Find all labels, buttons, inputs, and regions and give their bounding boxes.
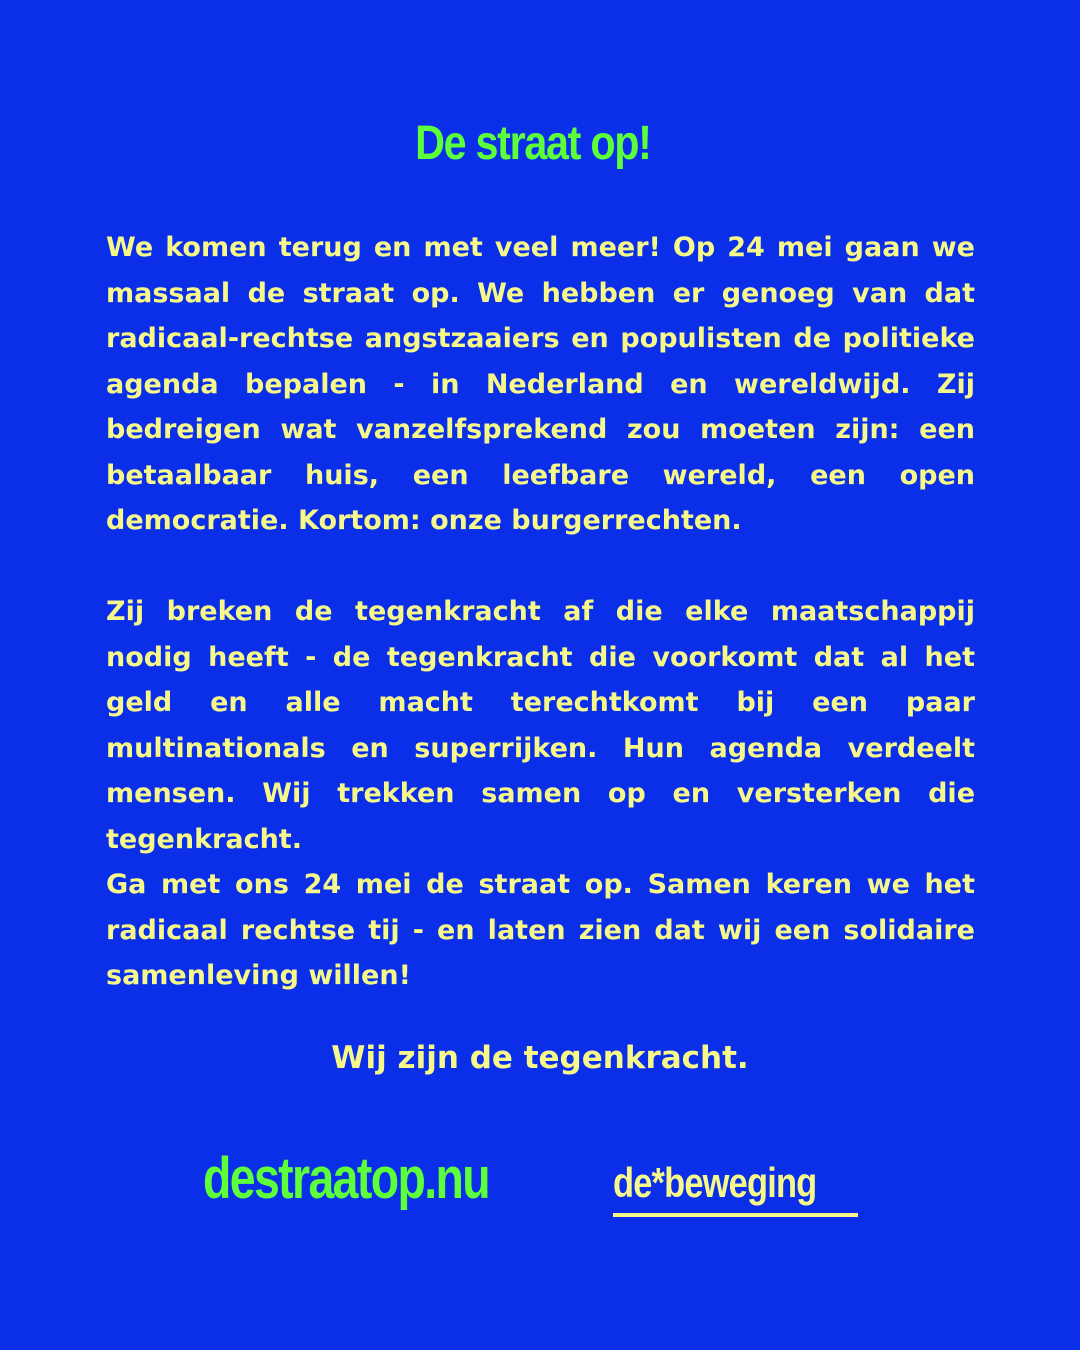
- page-title: De straat op!: [415, 117, 651, 170]
- tagline: Wij zijn de tegenkracht.: [331, 1040, 749, 1076]
- paragraph-call-to-action: Ga met ons 24 mei de straat op. Samen keren we het radicaal rechtse tij - en laten zien dat wij een solidaire samenleving willen!: [106, 869, 975, 991]
- website-link[interactable]: destraatop.nu: [203, 1146, 489, 1211]
- paragraph-intro: We komen terug en met veel meer! Op 24 mei gaan we massaal de straat op. We hebben er genoeg van dat radicaal-rechtse angstzaaiers en populisten de politieke agenda bepalen - in Nederland en wereldwijd. Zij bedreigen wat vanzelfsprekend zou moeten zijn: een betaalbaar huis, een leefbare wereld, een open democratie. Kortom: onze burgerrechten.: [106, 232, 975, 536]
- footer: [0, 1146, 1080, 1230]
- logo-underline: [613, 1213, 858, 1217]
- organization-logo: de*beweging: [613, 1159, 817, 1206]
- paragraph-counterforce: Zij breken de tegenkracht af die elke maatschappij nodig heeft - de tegenkracht die voorkomt dat al het geld en alle macht terechtkomt bij een paar multinationals en superrijken. Hun agenda verdeelt mensen. Wij trekken samen op en versterken die tegenkracht.: [106, 596, 975, 855]
